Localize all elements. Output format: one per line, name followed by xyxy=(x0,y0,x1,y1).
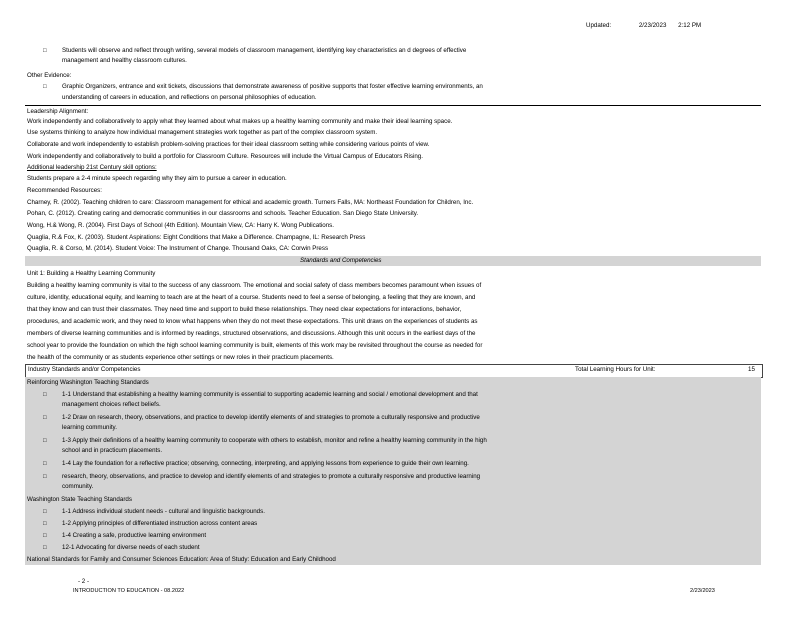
reinforcing-item-5: research, theory, observations, and practice to develop and identify elements of and strategies to promote a culturally responsive and productive learning xyxy=(62,473,481,480)
leadership-line-4: Work independently and collaboratively to build a portfolio for Classroom Culture. Resources will include the Virtual Campus of Educators Rising. xyxy=(27,153,423,160)
other-evidence-heading: Other Evidence: xyxy=(27,72,72,79)
industry-standards-header: Industry Standards and/or Competencies xyxy=(28,366,141,373)
bullet-icon: □ xyxy=(43,415,47,421)
leadership-heading: Leadership Alignment: xyxy=(27,108,89,115)
bullet-icon: □ xyxy=(43,474,47,480)
standards-bar xyxy=(25,256,761,266)
resource-item: Wong, H.& Wong, R. (2004). First Days of School (4th Edition). Mountain View, CA: Harry K. Wong Publications. xyxy=(27,222,334,229)
bullet-icon: □ xyxy=(43,545,47,551)
unit-paragraph-line: culture, identity, educational equity, and learning to teach are at the heart of a course. Students need to feel a sense of belonging, a feeling that they are known, and xyxy=(27,294,476,301)
other-evidence-line-2: understanding of careers in education, and reflections on personal philosophies of education. xyxy=(62,94,317,101)
leadership-line-6: Students prepare a 2-4 minute speech regarding why they aim to pursue a career in education. xyxy=(27,175,287,182)
reinforcing-item-1-cont: management choices reflect beliefs. xyxy=(62,401,161,408)
reinforcing-item-5-cont: community. xyxy=(62,483,94,490)
bullet-icon: □ xyxy=(43,392,47,398)
resources-heading: Recommended Resources: xyxy=(27,187,102,194)
bullet-icon: □ xyxy=(43,521,47,527)
unit-paragraph-line: school year to provide the foundation on which the high school learning community is built, elements of this work may be revisited throughout the course as needed for xyxy=(27,342,483,349)
reinforcing-item-1: 1-1 Understand that establishing a healthy learning community is essential to supporting academic learning and social / emotional development and that xyxy=(62,391,478,398)
national-standards: National Standards for Family and Consumer Sciences Education: Area of Study: Education and Early Childhood xyxy=(27,556,336,563)
bullet-icon: □ xyxy=(43,48,47,54)
updated-label: Updated: xyxy=(586,22,612,29)
updated-header xyxy=(586,22,701,29)
total-hours-value: 15 xyxy=(748,366,755,373)
unit-paragraph-line: Building a healthy learning community is vital to the success of any classroom. The emotional and social safety of class members becomes paramount when issues of xyxy=(27,282,482,289)
standards-bar-label: Standards and Competencies xyxy=(300,257,382,264)
footer-course: INTRODUCTION TO EDUCATION - 08.2022 xyxy=(73,588,185,594)
washington-item: 1-2 Applying principles of differentiated instruction across content areas xyxy=(62,520,258,527)
reinforcing-item-2-cont: learning community. xyxy=(62,424,117,431)
leadership-line-1: Work independently and collaboratively to apply what they learned about what makes up a healthy learning community and make their ideal learning space. xyxy=(27,118,453,125)
unit-paragraph-line: procedures, and academic work, and they need to know what happens when they do not meet these expectations. This unit draws on the experiences of students as xyxy=(27,318,478,325)
washington-heading: Washington State Teaching Standards xyxy=(27,496,132,503)
reinforcing-item-3: 1-3 Apply their definitions of a healthy learning community to cooperate with others to establish, monitor and refine a healthy learning community in the high xyxy=(62,437,487,444)
bullet-icon: □ xyxy=(43,461,47,467)
unit-paragraph-line: members of diverse learning communities and is informed by readings, structured observations, and discussions. Although this unit occurs in the earliest days of the xyxy=(27,330,476,337)
resource-item: Pohan, C. (2012). Creating caring and democratic communities in our classrooms and schools. Teacher Education. San Diego State University. xyxy=(27,210,419,217)
other-evidence-line-1: Graphic Organizers, entrance and exit tickets, discussions that demonstrate awareness of positive supports that foster effective learning environments, an xyxy=(62,83,483,90)
bullet-icon: □ xyxy=(43,509,47,515)
reinforcing-item-4: 1-4 Lay the foundation for a reflective practice; observing, connecting, interpreting, and applying lessons from experience to guide their own learning. xyxy=(62,460,469,467)
resource-item: Quaglia, R. & Corso, M. (2014). Student Voice: The Instrument of Change. Thousand Oaks, CA: Corwin Press xyxy=(27,245,329,252)
total-hours-label: Total Learning Hours for Unit: xyxy=(575,366,656,373)
resource-item: Charney, R. (2002). Teaching children to care: Classroom management for ethical and academic growth. Turners Falls, MA: Northeast Foundation for Children, Inc. xyxy=(27,199,474,206)
updated-date: 2/23/2023 xyxy=(638,22,667,29)
reinforcing-item-3-cont: school and in practicum placements. xyxy=(62,447,163,454)
unit-paragraph-line: the health of the community or as students experience other settings or new roles in their practicum placements. xyxy=(27,354,334,361)
unit-title: Unit 1: Building a Healthy Learning Community xyxy=(27,270,156,277)
bullet-icon: □ xyxy=(43,84,47,90)
reinforcing-heading: Reinforcing Washington Teaching Standards xyxy=(27,379,149,386)
bullet-icon: □ xyxy=(43,533,47,539)
intro-bullet-line-1: Students will observe and reflect through writing, several models of classroom management, identifying key characteristics an d degrees of effective xyxy=(62,47,467,54)
leadership-line-3: Collaborate and work independently to establish problem-solving practices for their ideal classroom setting while considering various points of view. xyxy=(27,141,430,148)
footer-date: 2/23/2023 xyxy=(690,588,715,594)
leadership-line-5: Additional leadership 21st Century skill options: xyxy=(27,164,157,171)
reinforcing-item-2: 1-2 Draw on research, theory, observations, and practice to develop identify elements of and strategies to promote a culturally responsive and productive xyxy=(62,414,480,421)
section-divider xyxy=(25,105,761,106)
leadership-line-2: Use systems thinking to analyze how individual management strategies work together as part of the complex classroom system. xyxy=(27,129,378,136)
washington-item: 12-1 Advocating for diverse needs of each student xyxy=(62,544,200,551)
updated-time: 2:12 PM xyxy=(678,22,702,29)
bullet-icon: □ xyxy=(43,438,47,444)
resource-item: Quaglia, R.& Fox, K. (2003). Student Aspirations: Eight Conditions that Make a Difference. Champagne, IL: Research Press xyxy=(27,234,366,241)
intro-bullet-line-2: management and healthy classroom cultures. xyxy=(62,57,187,64)
washington-item: 1-1 Address individual student needs - cultural and linguistic backgrounds. xyxy=(62,508,265,515)
unit-paragraph-line: that they know and can trust their classmates. They need time and support to build these relationships. They need clear expectations for interactions, behavior, xyxy=(27,306,462,313)
washington-item: 1-4 Creating a safe, productive learning environment xyxy=(62,532,207,539)
page-number: - 2 - xyxy=(78,578,90,585)
